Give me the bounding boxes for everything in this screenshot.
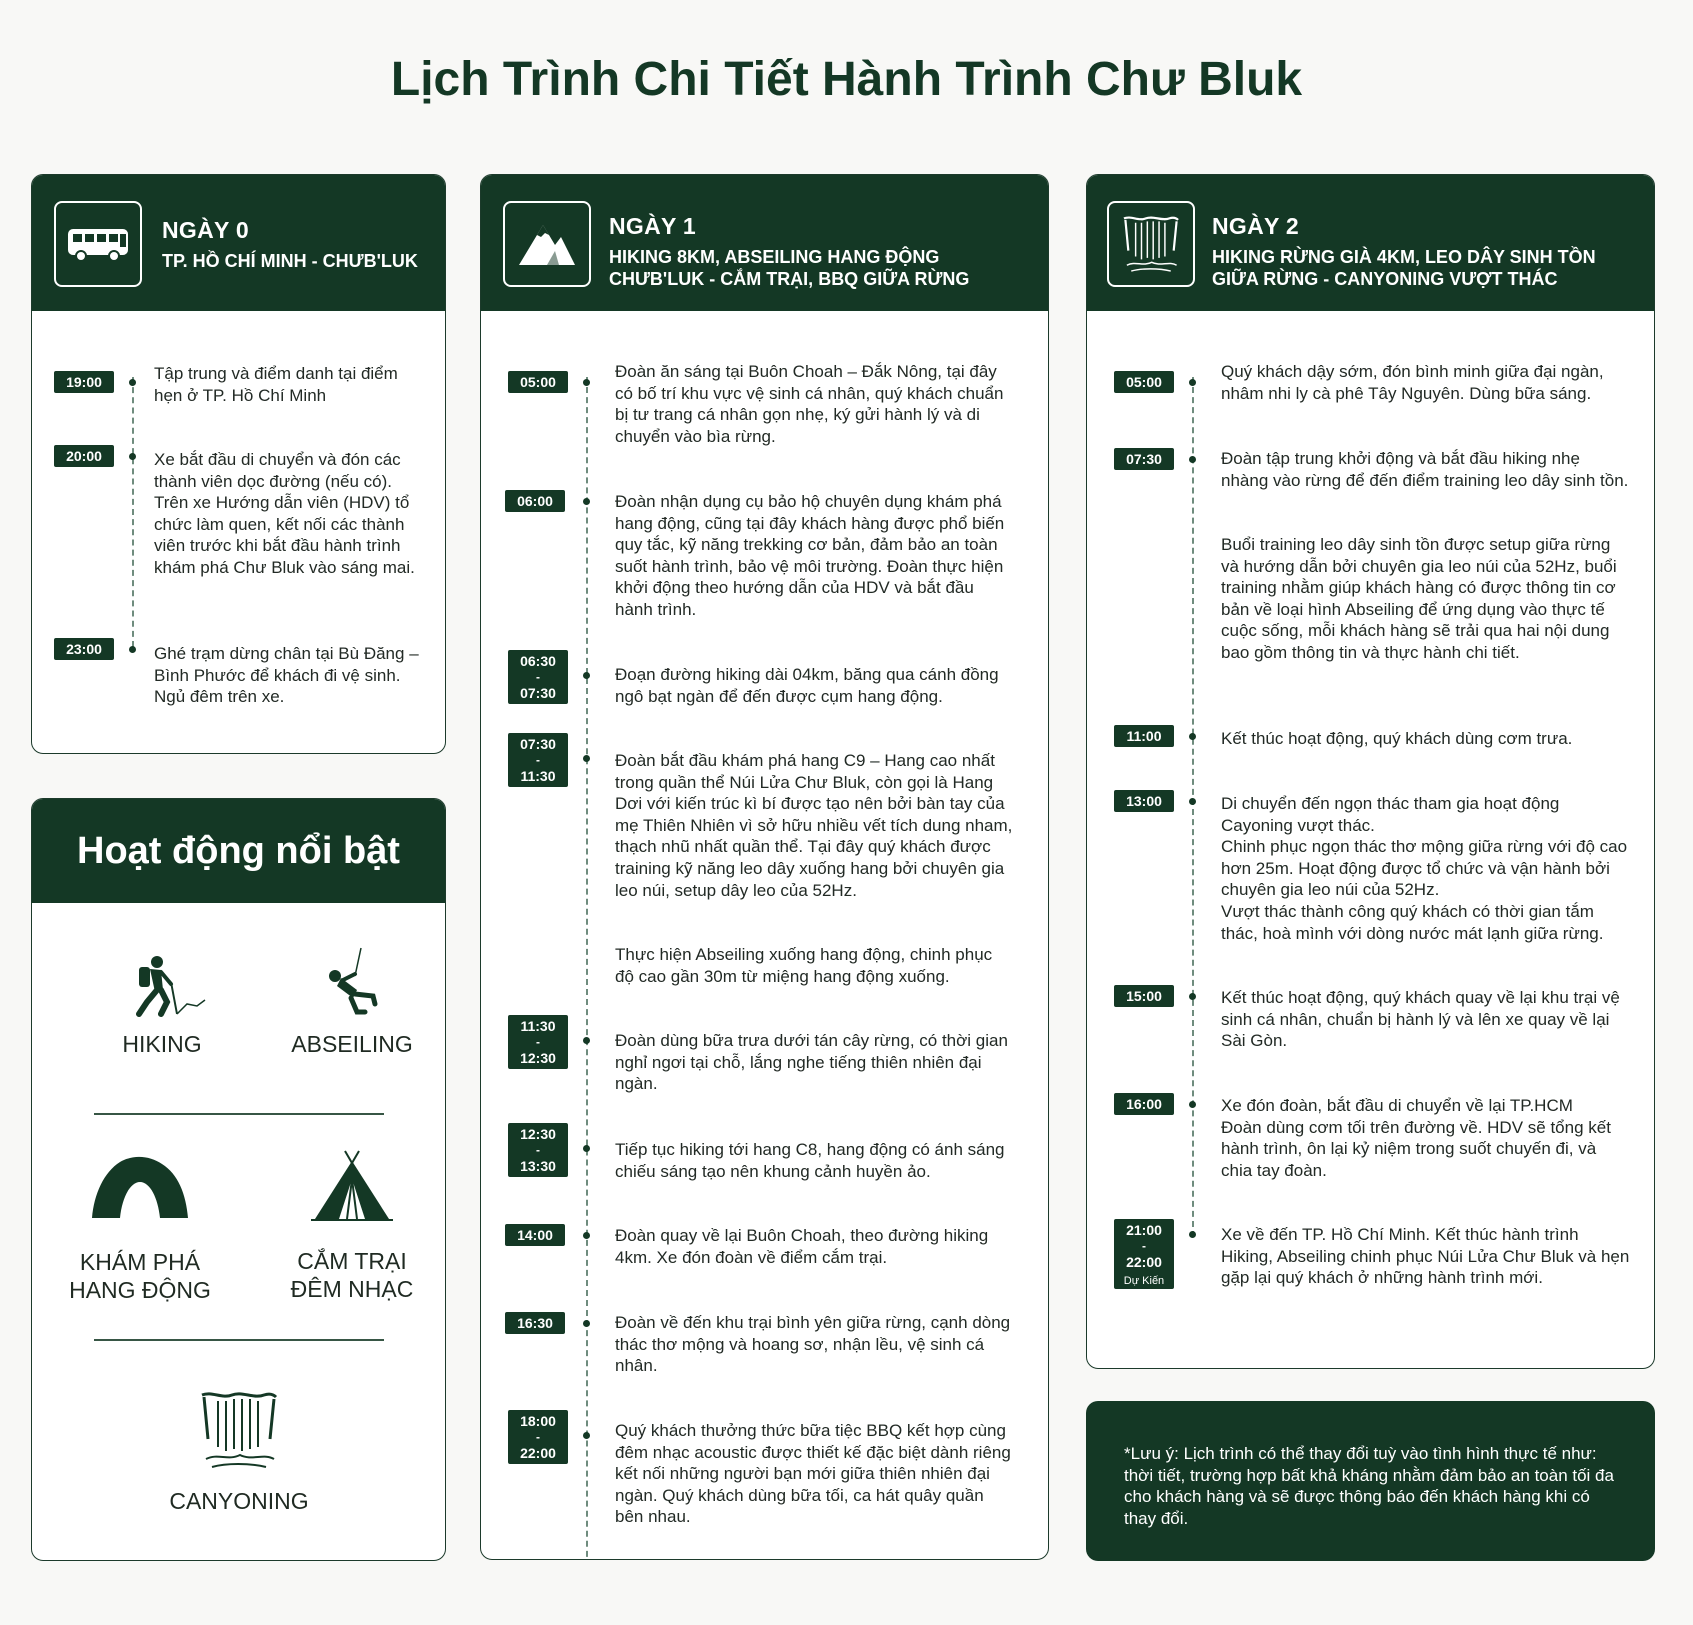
day0-card — [31, 174, 446, 754]
time-end: 22:00 — [1126, 1254, 1162, 1270]
schedule-entry: Xe về đến TP. Hồ Chí Minh. Kết thúc hành trình Hiking, Abseiling chinh phục Núi Lửa Chư Bluk và hẹn gặp lại quý khách ở những hành trình mới. — [1221, 1225, 1630, 1288]
schedule-entry: Xe bắt đầu di chuyển và đón các thành viên dọc đường (nếu có). Trên xe Hướng dẫn viên (HDV) tổ chức làm quen, kết nối các thành viên trước khi bắt đầu hành trình khám phá Chư Bluk vào sáng mai. — [154, 450, 415, 577]
time-badge: 16:30 — [505, 1312, 565, 1334]
activity-label: HIKING — [122, 1031, 202, 1057]
day1-header — [481, 175, 1048, 311]
time-badge — [508, 1410, 568, 1464]
day1-timeline — [586, 377, 588, 1560]
time-badge: 20:00 — [54, 445, 114, 467]
time-start: 11:30 — [520, 1018, 556, 1034]
time-badge: 05:00 — [508, 371, 568, 393]
time-badge: 23:00 — [54, 638, 114, 660]
time-separator: - — [536, 753, 540, 767]
day0-header — [32, 175, 445, 311]
activity-camping — [262, 1149, 442, 1303]
time-end: 07:30 — [520, 685, 556, 701]
day1-subtitle — [609, 246, 969, 290]
time-badge: 16:00 — [1114, 1093, 1174, 1115]
schedule-entry: Xe đón đoàn, bắt đầu di chuyển về lại TP.HCM Đoàn dùng cơm tối trên đường về. HDV sẽ tổng kết hành trình, ôn lại kỷ niệm trong suốt chuyến đi, và chia tay đoàn. — [1221, 1096, 1611, 1180]
label-line: ĐÊM NHẠC — [290, 1276, 414, 1302]
timeline-dot — [129, 379, 136, 386]
time-badge — [508, 733, 568, 787]
label-line: KHÁM PHÁ — [79, 1249, 201, 1275]
time-badge: 07:30 — [1114, 448, 1174, 470]
schedule-entry: Di chuyển đến ngọn thác tham gia hoạt động Cayoning vượt thác. Chinh phục ngọn thác thơ mộng giữa rừng với độ cao hơn 25m. Hoạt động được tổ chức và vận hành bởi chuyên gia leo núi của 52Hz. Vượt thác thành công quý khách có thời gian tắm thác, hoà mình với dòng nước mát lạnh giữa rừng. — [1221, 794, 1628, 943]
schedule-entry: Đoàn nhận dụng cụ bảo hộ chuyên dụng khám phá hang động, cũng tại đây khách hàng được phổ biến quy tắc, kỹ năng trekking cơ bản, đảm bảo an toàn suốt hành trình, bảo vệ môi trường. Đoàn thực hiện khởi động theo hướng dẫn của HDV và bắt đầu hành trình. — [615, 492, 1005, 619]
time-end: 11:30 — [520, 768, 556, 784]
day2-card — [1086, 174, 1655, 1369]
subtitle-line: CHƯB'LUK - CẮM TRẠI, BBQ GIỮA RỪNG — [609, 269, 970, 289]
time-separator: - — [536, 1143, 540, 1157]
day0-timeline — [132, 377, 134, 647]
timeline-dot — [583, 755, 590, 762]
schedule-entry: Đoàn về đến khu trại bình yên giữa rừng, cạnh dòng thác thơ mộng và hoang sơ, nhận lều, vệ sinh cá nhân. — [615, 1313, 1011, 1376]
schedule-entry: Đoàn dùng bữa trưa dưới tán cây rừng, có thời gian nghỉ ngơi tại chỗ, lắng nghe tiếng thiên nhiên đại ngàn. — [615, 1031, 1008, 1094]
timeline-dot — [1189, 1101, 1196, 1108]
time-badge: 15:00 — [1114, 985, 1174, 1007]
timeline-dot — [583, 1145, 590, 1152]
time-start: 07:30 — [520, 736, 556, 752]
timeline-dot — [129, 453, 136, 460]
time-badge: 05:00 — [1114, 371, 1174, 393]
cave-icon — [50, 1154, 230, 1224]
timeline-dot — [583, 1037, 590, 1044]
schedule-entry: Kết thúc hoạt động, quý khách quay về lại khu trại vệ sinh cá nhân, chuẩn bị hành lý và lên xe quay về lại Sài Gòn. — [1221, 988, 1620, 1051]
time-start: 06:30 — [520, 653, 556, 669]
day2-label: NGÀY 2 — [1212, 213, 1300, 239]
time-badge — [1114, 1219, 1174, 1289]
highlights-title: Hoạt động nổi bật — [32, 799, 445, 903]
label-line: HANG ĐỘNG — [69, 1277, 211, 1303]
highlights-card — [31, 798, 446, 1561]
abseiler-icon — [272, 954, 432, 1022]
day1-label: NGÀY 1 — [609, 213, 697, 239]
time-start: 21:00 — [1126, 1222, 1162, 1238]
subtitle-line: GIỮA RỪNG - CANYONING VƯỢT THÁC — [1212, 269, 1558, 289]
subtitle-line: HIKING 8KM, ABSEILING HANG ĐỘNG — [609, 247, 940, 267]
schedule-entry: Đoàn ăn sáng tại Buôn Choah – Đắk Nông, tại đây có bố trí khu vực vệ sinh cá nhân, quý khách chuẩn bị tư trang cá nhân gọn nhẹ, ký gửi hành lý và di chuyển vào bìa rừng. — [615, 362, 1004, 446]
hiker-icon — [72, 954, 252, 1022]
timeline-dot — [583, 498, 590, 505]
time-separator: - — [536, 1430, 540, 1444]
schedule-entry-extra: Buổi training leo dây sinh tồn được setup giữa rừng và hướng dẫn bởi chuyên gia leo núi của 52Hz, buổi training nhằm giúp khách hàng có được thông tin cơ bản về loại hình Abseiling để ứng dụng vào thực tế cuộc sống, mỗi khách hàng sẽ trải qua hai nội dung bao gồm thông tin và thực hành chi tiết. — [1221, 535, 1617, 662]
time-separator: - — [536, 1035, 540, 1049]
time-badge: 11:00 — [1114, 725, 1174, 747]
timeline-dot — [1189, 993, 1196, 1000]
time-note: Dự Kiến — [1123, 1275, 1165, 1287]
timeline-dot — [1189, 456, 1196, 463]
schedule-entry: Tập trung và điểm danh tại điểm hẹn ở TP. Hồ Chí Minh — [154, 364, 398, 405]
schedule-entry: Đoàn quay về lại Buôn Choah, theo đường hiking 4km. Xe đón đoàn về điểm cắm trại. — [615, 1226, 989, 1267]
time-end: 13:30 — [520, 1158, 556, 1174]
schedule-entry: Đoàn tập trung khởi động và bắt đầu hiking nhẹ nhàng vào rừng để đến điểm training leo dây sinh tồn. — [1221, 449, 1629, 490]
time-separator: - — [1142, 1239, 1146, 1253]
subtitle-line: HIKING RỪNG GIÀ 4KM, LEO DÂY SINH TỒN — [1212, 247, 1596, 267]
schedule-entry: Đoạn đường hiking dài 04km, băng qua cánh đồng ngô bạt ngàn để đến được cụm hang động. — [615, 665, 999, 706]
activity-cave — [50, 1154, 230, 1304]
activity-label — [50, 1248, 230, 1304]
timeline-dot — [583, 1320, 590, 1327]
time-badge — [508, 1123, 568, 1177]
time-start: 12:30 — [520, 1126, 556, 1142]
timeline-dot — [129, 646, 136, 653]
divider — [94, 1339, 384, 1341]
label-line: CẮM TRẠI — [297, 1248, 407, 1274]
timeline-dot — [1189, 1231, 1196, 1238]
waterfall-icon — [149, 1389, 329, 1473]
time-end: 12:30 — [520, 1050, 556, 1066]
activity-label — [262, 1247, 442, 1303]
time-badge: 06:00 — [505, 490, 565, 512]
day2-header — [1087, 175, 1654, 311]
schedule-entry: Quý khách dậy sớm, đón bình minh giữa đại ngàn, nhâm nhi ly cà phê Tây Nguyên. Dùng bữa sáng. — [1221, 362, 1604, 403]
time-badge: 13:00 — [1114, 790, 1174, 812]
day2-subtitle — [1212, 246, 1596, 290]
time-badge — [508, 650, 568, 704]
schedule-entry: Ghé trạm dừng chân tại Bù Đăng – Bình Phước để khách đi vệ sinh. Ngủ đêm trên xe. — [154, 644, 419, 707]
page-title: Lịch Trình Chi Tiết Hành Trình Chư Bluk — [390, 53, 1303, 106]
bus-icon — [54, 201, 142, 287]
day1-card — [480, 174, 1049, 1560]
mountain-icon — [503, 201, 591, 287]
activity-canyoning — [149, 1389, 329, 1515]
schedule-entry-extra: Thực hiện Abseiling xuống hang động, chinh phục độ cao gần 30m từ miệng hang động xuống. — [615, 945, 993, 986]
waterfall-icon — [1107, 201, 1195, 287]
schedule-entry: Tiếp tục hiking tới hang C8, hang động có ánh sáng chiếu sáng tạo nên khung cảnh huyền ảo. — [615, 1140, 1005, 1181]
timeline-dot — [583, 379, 590, 386]
timeline-dot — [583, 672, 590, 679]
note-box — [1086, 1401, 1655, 1561]
schedule-entry: Quý khách thưởng thức bữa tiệc BBQ kết hợp cùng đêm nhạc acoustic được thiết kế đặc biệt dành riêng kết nối những người bạn mới giữa thiên nhiên đại ngàn. Quý khách dùng bữa tối, ca hát quây quần bên nhau. — [615, 1421, 1011, 1527]
time-badge: 14:00 — [505, 1224, 565, 1246]
schedule-entry: Kết thúc hoạt động, quý khách dùng cơm trưa. — [1221, 729, 1573, 748]
activity-abseiling — [272, 954, 432, 1058]
time-badge: 19:00 — [54, 371, 114, 393]
activity-label: CANYONING — [169, 1488, 309, 1514]
day2-timeline — [1192, 377, 1194, 1237]
timeline-dot — [583, 1232, 590, 1239]
timeline-dot — [1189, 733, 1196, 740]
tent-icon — [262, 1149, 442, 1225]
time-badge — [508, 1015, 568, 1069]
time-start: 18:00 — [520, 1413, 556, 1429]
activity-label: ABSEILING — [291, 1031, 413, 1057]
activity-hiking — [72, 954, 252, 1058]
timeline-dot — [1189, 798, 1196, 805]
time-separator: - — [536, 670, 540, 684]
day0-subtitle: TP. HỒ CHÍ MINH - CHƯB'LUK — [162, 251, 418, 271]
schedule-entry: Đoàn bắt đầu khám phá hang C9 – Hang cao nhất trong quần thể Núi Lửa Chư Bluk, còn gọi là Hang Dơi với kiến trúc kì bí được tạo nên bởi bàn tay của mẹ Thiên Nhiên vì sở hữu nhiều vết tích dung nham, thạch nhũ nhất quần thể. Tại đây quý khách được training kỹ năng leo dây xuống hang bởi chuyên gia leo núi, setup dây leo của 52Hz. — [615, 751, 1013, 900]
timeline-dot — [1189, 379, 1196, 386]
time-end: 22:00 — [520, 1445, 556, 1461]
day0-label: NGÀY 0 — [162, 217, 250, 243]
note-text: *Lưu ý: Lịch trình có thể thay đổi tuỳ vào tình hình thực tế như: thời tiết, trường hợp bất khả kháng nhằm đảm bảo an toàn tối đa cho khách hàng và sẽ được thông báo đến khách hàng khi có thay đổi. — [1124, 1444, 1614, 1528]
divider — [94, 1113, 384, 1115]
timeline-dot — [583, 1432, 590, 1439]
